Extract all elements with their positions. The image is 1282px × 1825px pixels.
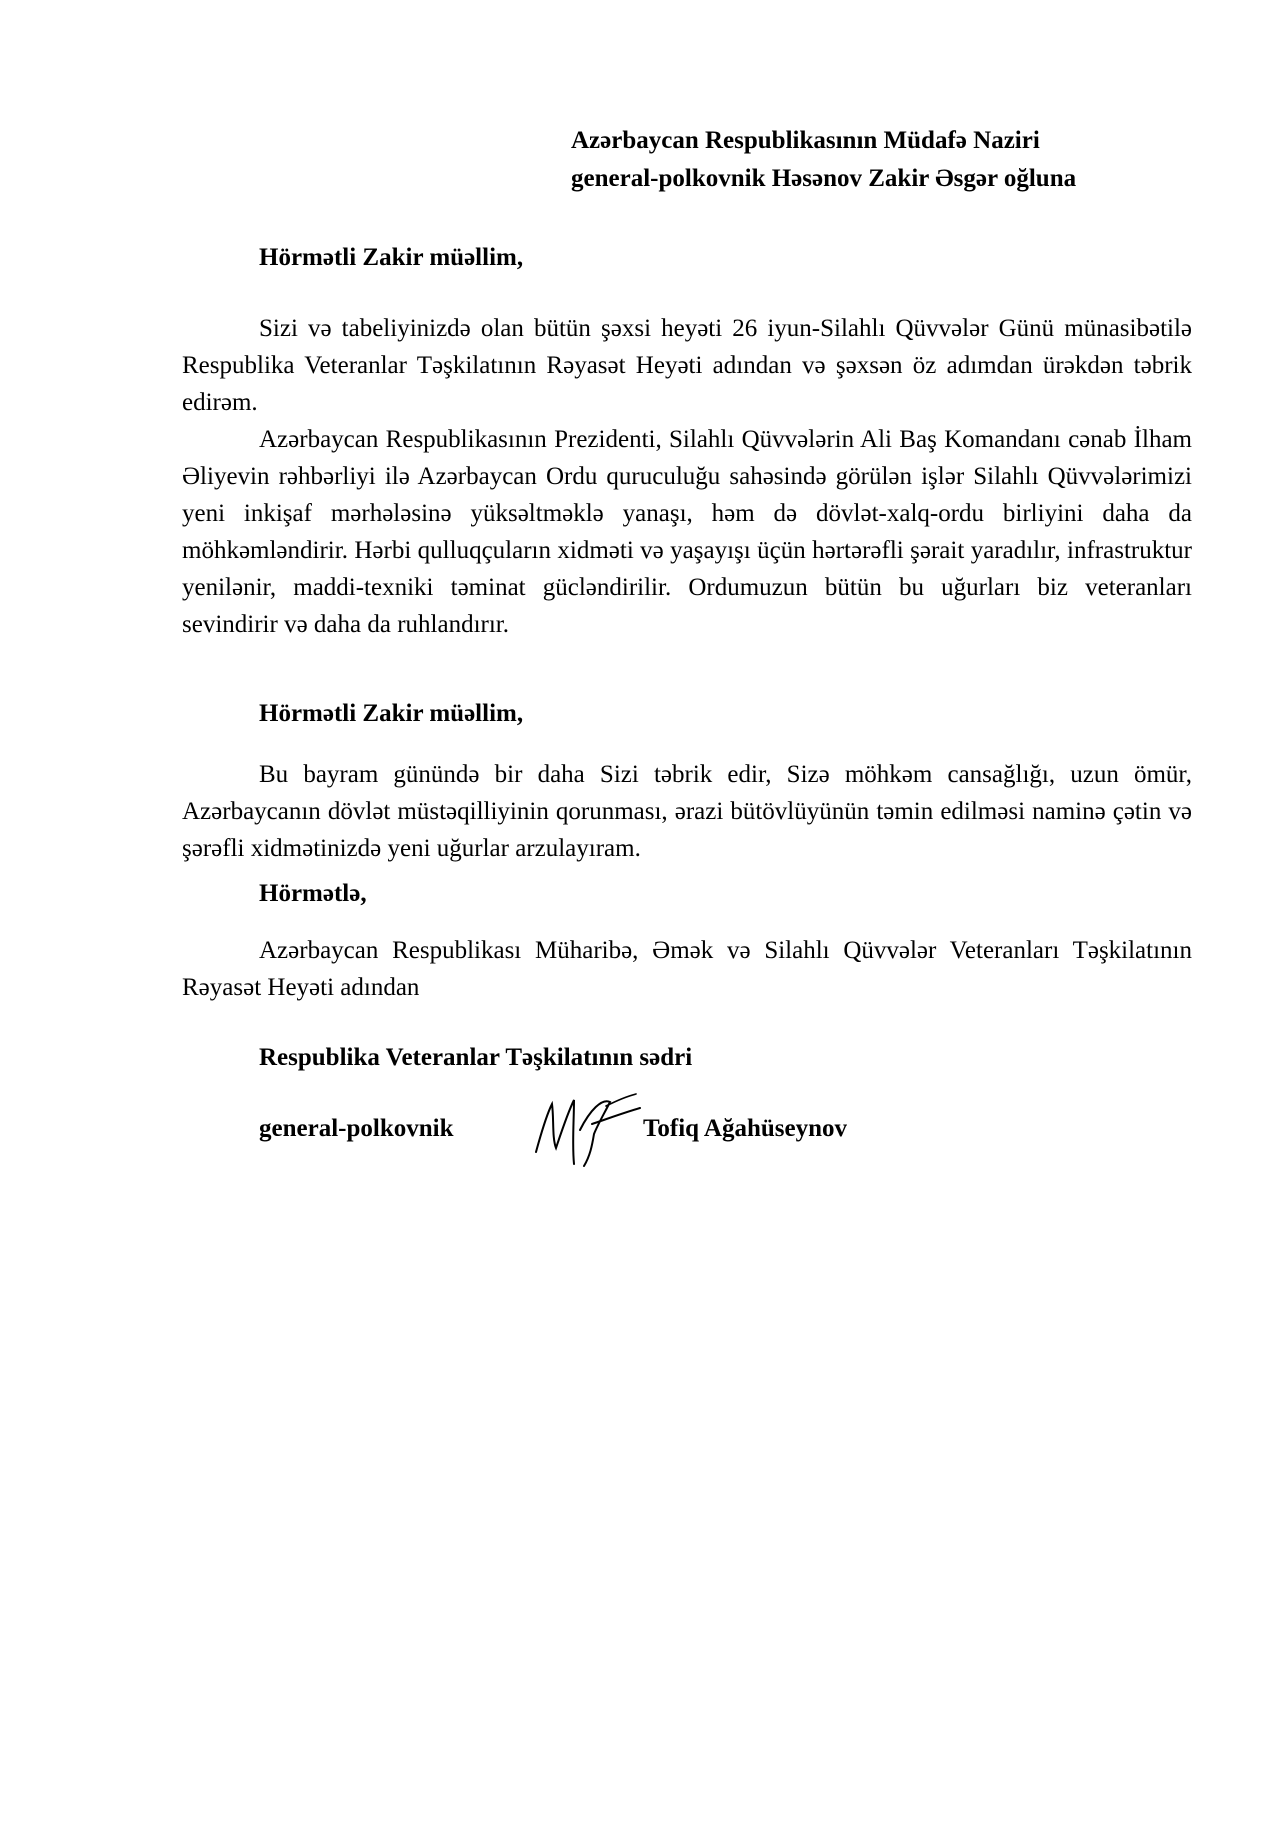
paragraph-text: Azərbaycan Respublikası Müharibə, Əmək və Silahlı Qüvvələr Veteranları Təşkilatının Rəyasət Heyəti adından <box>182 937 1192 1001</box>
paragraph-text: Sizi və tabeliyinizdə olan bütün şəxsi heyəti 26 iyun-Silahlı Qüvvələr Günü münasibətilə Respublika Veteranlar Təşkilatının Rəyasət Heyəti adından və şəxsən öz adımdan ürəkdən təbrik edirəm. <box>182 315 1192 416</box>
signature-rank: general-polkovnik <box>259 1115 454 1142</box>
paragraph-text: Azərbaycan Respublikasının Prezidenti, Silahlı Qüvvələrin Ali Baş Komandanı cənab İlham Əliyevin rəhbərliyi ilə Azərbaycan Ordu quruculuğu sahəsində görülən işlər Silahlı Qüvvələrimizi yeni inkişaf mərhələsinə yüksəltməklə yanaşı, həm də dövlət-xalq-ordu birliyini daha da möhkəmləndirir. Hərbi qulluqçuların xidməti və yaşayışı üçün hərtərəfli şərait yaradılır, infrastruktur yenilənir, maddi-texniki təminat gücləndirilir. Ordumuzun bütün bu uğurları biz veteranları sevindirir və daha da ruhlandırır. <box>182 426 1192 638</box>
closing-phrase: Hörmətlə, <box>259 880 367 907</box>
handwritten-signature-icon <box>528 1090 648 1170</box>
paragraph-on-behalf <box>182 932 1192 1006</box>
addressee-block <box>571 122 1076 198</box>
salutation-first: Hörmətli Zakir müəllim, <box>259 244 524 271</box>
salutation-second: Hörmətli Zakir müəllim, <box>259 700 524 727</box>
paragraph-achievements <box>182 421 1192 643</box>
addressee-line-1: Azərbaycan Respublikasının Müdafə Naziri <box>571 127 1040 154</box>
paragraph-wishes <box>182 756 1192 867</box>
paragraph-greeting <box>182 310 1192 421</box>
signature-name: Tofiq Ağahüseynov <box>643 1115 848 1142</box>
addressee-line-2: general-polkovnik Həsənov Zakir Əsgər oğluna <box>571 165 1077 192</box>
signature-title: Respublika Veteranlar Təşkilatının sədri <box>259 1044 693 1071</box>
paragraph-text: Bu bayram günündə bir daha Sizi təbrik edir, Sizə möhkəm cansağlığı, uzun ömür, Azərbaycanın dövlət müstəqilliyinin qorunması, ərazi bütövlüyünün təmin edilməsi naminə çətin və şərəfli xidmətinizdə yeni uğurlar arzulayıram. <box>182 761 1192 862</box>
